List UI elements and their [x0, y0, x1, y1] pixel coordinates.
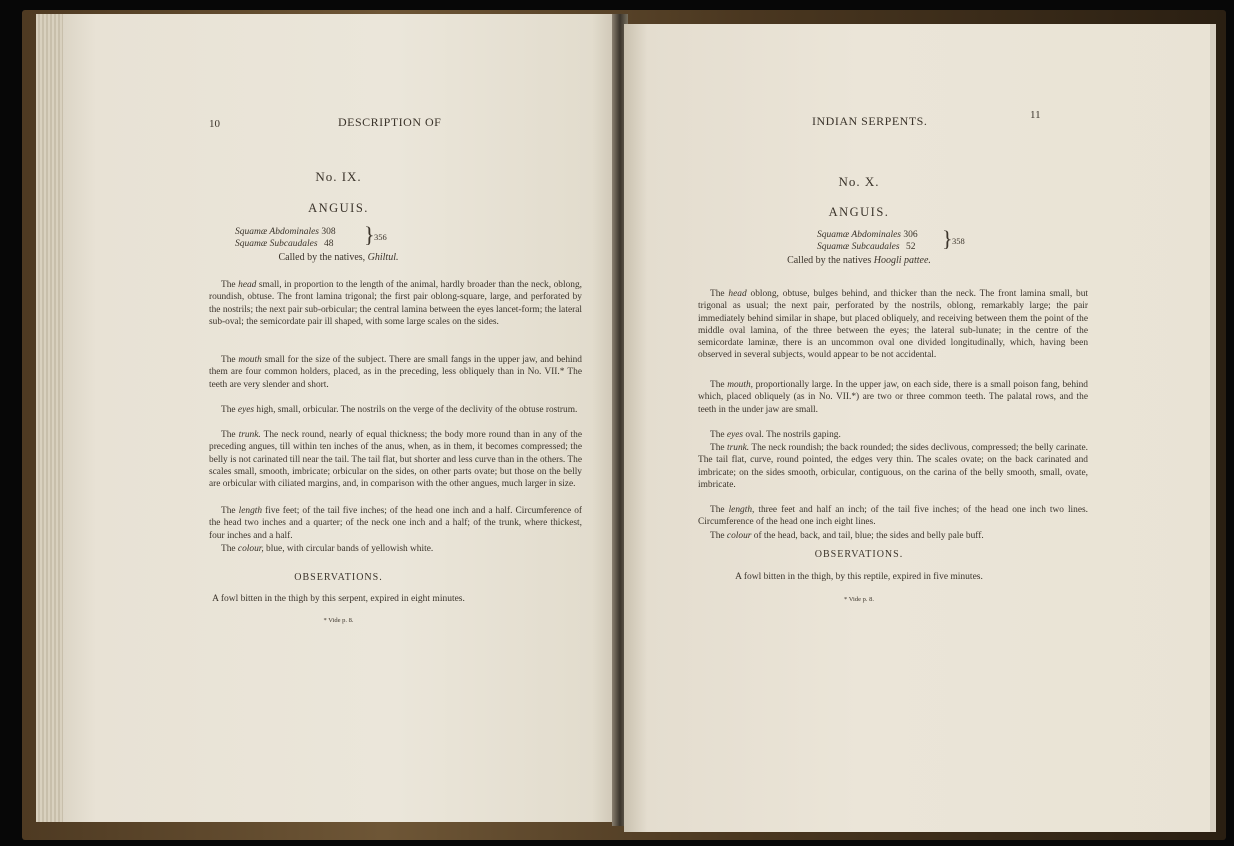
para-text: three feet and half an inch; of the tail five inches; of the head one inch two lines. Circumference of the head one inch eight lines. [698, 505, 1088, 528]
scale-total: 358 [952, 236, 965, 246]
para-text: small, in proportion to the length of the animal, hardly broader than the neck, oblong, roundish, obtuse. The front lamina trigonal; the first pair oblong-square, large, and perforated by the nostrils; the next pair sub-orbicular; the central lamina between the eyes lancet-form; the lateral sub-oval; the semicordate pair ill shaped, with some large scales on the sides. [209, 280, 582, 327]
brace: } [942, 226, 953, 251]
paragraph-trunk [698, 442, 1088, 491]
para-text: oblong, obtuse, bulges behind, and thicker than the neck. The front lamina small, but trigonal as usual; the next pair, perforated by the nostrils, oblong, remarkably large; the pair immediately behind similar in shape, but placed obliquely, and receiving between them the point of the middle oval lamina, of the three between the eyes; the lateral sub-lunate; in the centre of the semicordate laminæ, there is an uncommon oval one divided longitudinally, which, having been observed in several subjects, would appear to be not accidental. [698, 289, 1088, 361]
observations-heading: OBSERVATIONS. [294, 572, 383, 583]
para-lead: The [221, 405, 238, 415]
para-lead: The [710, 531, 727, 541]
subcaudal-value: 48 [323, 239, 334, 249]
para-term: colour, [237, 544, 264, 554]
observation-text: A fowl bitten in the thigh, by this reptile, expired in five minutes. [735, 572, 983, 582]
paragraph-length [698, 504, 1088, 529]
paragraph-colour [209, 543, 582, 555]
para-lead: The [710, 380, 728, 390]
article-number: No. IX. [315, 169, 362, 184]
article-number: No. X. [838, 174, 880, 189]
para-term: length [238, 506, 263, 516]
native-name [63, 252, 614, 263]
para-term: length, [728, 505, 755, 515]
scale-total: 356 [374, 232, 387, 242]
para-term: mouth [238, 355, 262, 365]
para-text: small for the size of the subject. There are small fangs in the upper jaw, and behind them are four common holders, placed, as in the preceding, less obliquely than in No. VII.* The teeth are very slender and short. [209, 355, 582, 390]
para-lead: The [221, 355, 239, 365]
observations-heading: OBSERVATIONS. [814, 549, 904, 560]
native-name-value: Hoogli pattee. [873, 255, 931, 266]
paragraph-trunk [209, 429, 582, 490]
para-lead: The [710, 443, 727, 453]
abdominal-label: Squamæ Abdominales [235, 227, 320, 237]
page-edges [36, 14, 64, 822]
para-lead: The [710, 289, 729, 299]
running-head: DESCRIPTION OF [338, 115, 442, 129]
paragraph-length [209, 505, 582, 542]
page-number: 10 [209, 118, 220, 130]
para-term: colour [726, 531, 752, 541]
running-head: INDIAN SERPENTS. [812, 114, 928, 128]
paragraph-head [209, 279, 582, 328]
para-text: blue, with circular bands of yellowish white. [263, 544, 434, 554]
observation-text: A fowl bitten in the thigh by this serpent, expired in eight minutes. [212, 594, 465, 604]
para-lead: The [221, 430, 239, 440]
paragraph-mouth [698, 379, 1088, 416]
native-name [624, 255, 1094, 266]
para-text: of the head, back, and tail, blue; the sides and belly pale buff. [751, 531, 984, 541]
scale-count-block [235, 222, 375, 250]
paragraph-eyes [698, 429, 1088, 441]
para-term: trunk. [727, 443, 750, 453]
subcaudal-label: Squamæ Subcaudales [817, 242, 900, 252]
para-lead: The [221, 506, 239, 516]
leaf-edge [1210, 24, 1216, 832]
para-lead: The [221, 544, 238, 554]
para-term: head [238, 280, 257, 290]
paragraph-colour [698, 530, 1088, 542]
native-name-prefix: Called by the natives [787, 255, 874, 266]
para-text: oval. The nostrils gaping. [743, 430, 841, 440]
para-term: mouth, [727, 380, 753, 390]
paragraph-eyes [209, 404, 582, 416]
paragraph-mouth [209, 354, 582, 391]
brace: } [364, 222, 375, 247]
scale-count-block [817, 226, 957, 253]
page-number: 11 [1030, 109, 1041, 121]
subcaudal-label: Squamæ Subcaudales [235, 239, 318, 249]
abdominal-label: Squamæ Abdominales [817, 230, 902, 240]
para-lead: The [710, 505, 729, 515]
para-text: five feet; of the tail five inches; of the head one inch and a half. Circumference of the head two inches and a quarter; of the neck one inch and a half; of the trunk, where thickest, four inches and a half. [209, 506, 583, 541]
para-lead: The [710, 430, 727, 440]
paragraph-head [698, 288, 1088, 362]
para-text: The neck roundish; the back rounded; the sides declivous, compressed; the belly carinate. The tail flat, curve, round pointed, the edges very thin. The scales ovate; on the back carinated and imbricate; on the sides smooth, orbicular, contiguous, on the carina of the belly smooth, small, ovate, imbricate. [698, 443, 1089, 490]
native-name-value: Ghiltul. [367, 252, 399, 263]
abdominal-value: 308 [321, 227, 336, 237]
abdominal-value: 306 [903, 230, 918, 240]
para-text: proportionally large. In the upper jaw, on each side, there is a small poison fang, behind which, placed obliquely (as in No. VII.*) are two or three common teeth. The palatal rows, and the teeth in the under jaw are small. [698, 380, 1088, 415]
para-text: high, small, orbicular. The nostrils on the verge of the declivity of the obtuse rostrum. [254, 405, 578, 415]
genus-heading: ANGUIS. [828, 205, 890, 219]
right-page [624, 24, 1216, 832]
para-text: The neck round, nearly of equal thickness; the body more round than in any of the preceding angues, till within ten inches of the anus, when, as in them, it becomes compressed; the belly is not carinated till near the tail. The tail flat, but shorter and less curve than in the others. The scales small, smooth, imbricate; orbicular on the sides, on other parts ovate; but those on the belly are orbicular with ciliated margins, and, in comparison with the other angues, much larger in size. [209, 430, 583, 490]
para-term: eyes [237, 405, 255, 415]
native-name-prefix: Called by the natives, [278, 252, 368, 263]
para-term: head [728, 289, 747, 299]
left-page [63, 14, 614, 822]
para-term: trunk. [238, 430, 261, 440]
subcaudal-value: 52 [905, 242, 916, 252]
genus-heading: ANGUIS. [308, 201, 369, 215]
footnote: * Vide p. 8. [843, 596, 874, 603]
footnote: * Vide p. 8. [323, 617, 354, 624]
para-lead: The [221, 280, 239, 290]
para-term: eyes [726, 430, 744, 440]
